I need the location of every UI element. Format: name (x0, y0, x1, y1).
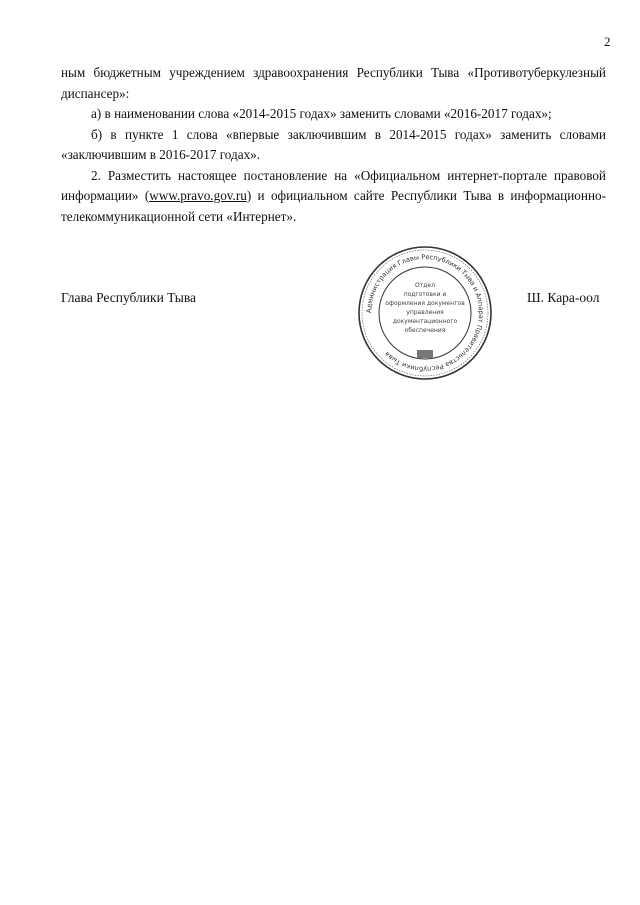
official-seal (355, 243, 495, 383)
svg-text:оформления документов: оформления документов (385, 300, 465, 307)
svg-text:документационного: документационного (392, 318, 458, 325)
paragraph-2-text-start: 2. Разместить настоящее постановление на «Официальном интернет-портале правовой информации» ( (61, 167, 606, 203)
document-body (61, 63, 606, 227)
page-number: 2 (604, 34, 611, 49)
paragraph-2-text-end: ) и официальном сайте Республики Тыва в информационно-телекоммуникационной сети «Интернет». (61, 188, 606, 224)
pravo-link[interactable]: www.pravo.gov.ru (149, 188, 247, 203)
svg-text:управления: управления (406, 309, 444, 316)
paragraph-b: б) в пункте 1 слова «впервые заключившим в 2014-2015 годах» заменить словами «заключившим в 2016-2017 годах». (61, 126, 606, 162)
paragraph-1-continuation: ным бюджетным учреждением здравоохранения Республики Тыва «Противотуберкулезный диспансер»: (61, 65, 606, 101)
signatory-title: Глава Республики Тыва (61, 290, 197, 305)
svg-text:Отдел: Отдел (415, 282, 435, 289)
svg-text:обеспечения: обеспечения (404, 327, 446, 334)
svg-text:Администрация Главы Республики: Администрация Главы Республики Тыва и Аппарат Правительства Республики Тыва (364, 252, 486, 374)
paragraph-a: а) в наименовании слова «2014-2015 годах» заменить словами «2016-2017 годах»; (91, 106, 552, 121)
svg-text:подготовки и: подготовки и (403, 291, 447, 298)
paragraph-2 (61, 166, 606, 228)
signatory-name: Ш. Кара-оол (527, 290, 600, 305)
